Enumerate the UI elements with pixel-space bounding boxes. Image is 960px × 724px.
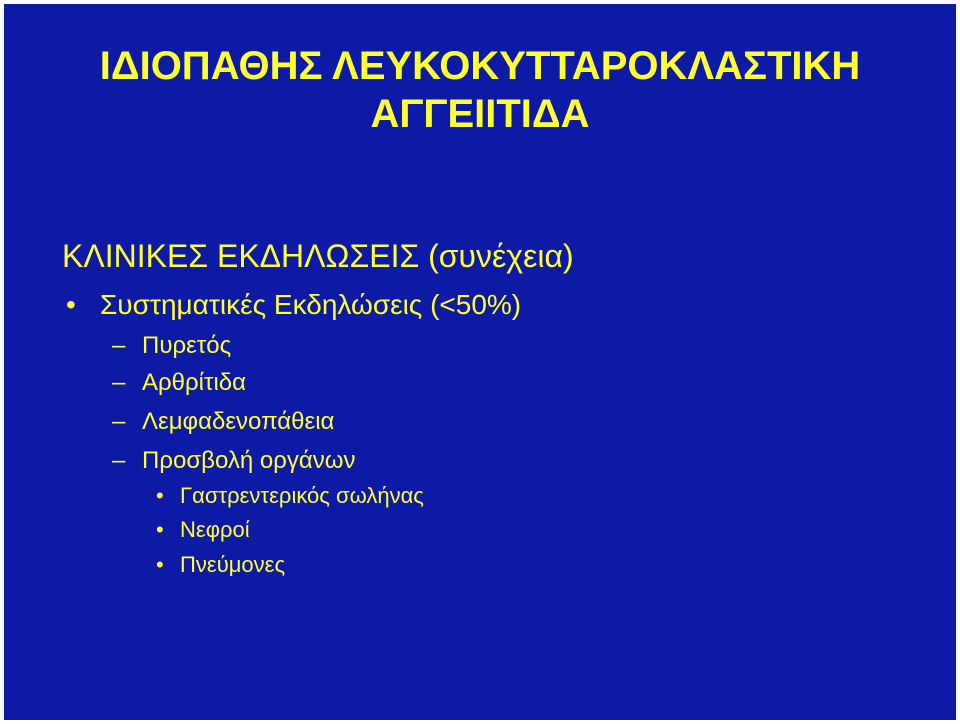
organ-item-text: Νεφροί [180,517,250,542]
section-heading: ΚΛΙΝΙΚΕΣ ΕΚΔΗΛΩΣΕΙΣ (συνέχεια) [62,238,574,274]
dash-icon: – [112,447,126,474]
sub-item-text: Προσβολή οργάνων [142,447,356,474]
dash-icon: – [112,408,126,435]
sub-item-text: Λεμφαδενοπάθεια [142,408,335,435]
slide-title [4,42,956,138]
organ-item-text: Γαστρεντερικός σωλήνας [180,483,424,508]
bullet-item [66,288,521,322]
organ-item [156,551,285,579]
sub-item [112,331,231,361]
bullet-icon: • [66,289,76,320]
dash-icon: – [112,369,126,396]
slide [4,4,956,720]
organ-item [156,516,250,544]
sub-item [112,368,246,398]
organ-item-text: Πνεύμονες [180,552,286,577]
bullet-icon: • [156,517,164,542]
sub-item-text: Αρθρίτιδα [142,369,247,396]
sub-item [112,446,355,476]
sub-item [112,407,334,437]
organ-item [156,482,424,510]
bullet-icon: • [156,483,164,508]
sub-item-text: Πυρετός [142,332,232,359]
dash-icon: – [112,332,126,359]
title-line-1: ΙΔΙΟΠΑΘΗΣ ΛΕΥΚΟΚΥΤΤΑΡΟΚΛΑΣΤΙΚΗ [99,44,861,88]
title-line-2: ΑΓΓΕΙΙΤΙΔΑ [370,92,590,136]
bullet-text: Συστηματικές Εκδηλώσεις (<50%) [100,289,522,320]
bullet-icon: • [156,552,164,577]
